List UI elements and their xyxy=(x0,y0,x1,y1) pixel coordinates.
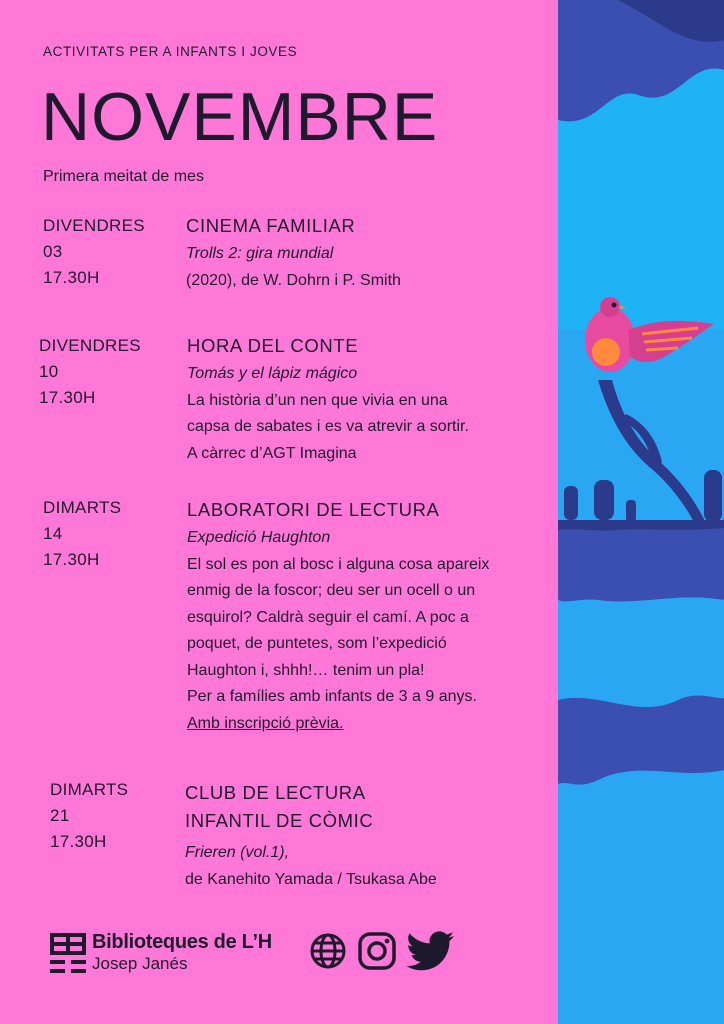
globe-icon[interactable] xyxy=(309,930,347,970)
event-heading: CINEMA FAMILIAR xyxy=(186,215,356,236)
event-date-4 xyxy=(50,777,128,855)
event-info-3 xyxy=(187,497,552,737)
library-bars-icon xyxy=(50,933,86,973)
illustration-panel xyxy=(558,0,724,1024)
event-text-line: El sol es pon al bosc i alguna cosa apareix xyxy=(187,555,490,573)
event-text-line: A càrrec d’AGT Imagina xyxy=(187,444,357,462)
event-work-title: Expedició Haughton xyxy=(187,529,331,546)
event-text-line: enmig de la foscor; deu ser un ocell o un xyxy=(187,582,476,599)
instagram-icon[interactable] xyxy=(357,930,397,970)
event-heading: INFANTIL DE CÒMIC xyxy=(185,810,374,831)
page-title: NOVEMBRE xyxy=(41,79,439,155)
library-name: Biblioteques de L’H xyxy=(92,931,272,953)
event-day: DIVENDRES xyxy=(39,336,141,355)
event-day-number: 14 xyxy=(43,524,63,543)
subtitle: Primera meitat de mes xyxy=(43,168,204,185)
event-time: 17.30H xyxy=(39,388,96,407)
event-day: DIVENDRES xyxy=(43,216,145,235)
event-work-title: Trolls 2: gira mundial xyxy=(186,245,334,262)
event-day: DIMARTS xyxy=(43,498,122,517)
event-text-line: de Kanehito Yamada / Tsukasa Abe xyxy=(185,870,437,888)
kicker: ACTIVITATS PER A INFANTS I JOVES xyxy=(43,44,298,59)
event-text-line: (2020), de W. Dohrn i P. Smith xyxy=(186,271,401,289)
event-work-title: Tomás y el lápiz mágico xyxy=(187,365,358,382)
illustration xyxy=(558,0,724,1024)
event-text-line: Per a famílies amb infants de 3 a 9 anys. xyxy=(187,688,477,705)
registration-link[interactable]: Amb inscripció prèvia. xyxy=(187,714,344,732)
event-heading: HORA DEL CONTE xyxy=(187,335,359,356)
event-time: 17.30H xyxy=(50,832,107,851)
event-day-number: 21 xyxy=(50,806,70,825)
event-date-3 xyxy=(43,495,121,573)
event-date-2 xyxy=(39,333,141,411)
event-day: DIMARTS xyxy=(50,780,129,799)
event-text-line: La història d’un nen que vivia en una xyxy=(187,391,448,409)
event-day-number: 10 xyxy=(39,362,59,381)
event-time: 17.30H xyxy=(43,268,100,287)
event-time: 17.30H xyxy=(43,550,100,569)
event-heading: LABORATORI DE LECTURA xyxy=(187,499,440,520)
event-day-number: 03 xyxy=(43,242,63,261)
event-text-line: capsa de sabates i es va atrevir a sortir. xyxy=(187,418,469,435)
event-heading: CLUB DE LECTURA xyxy=(185,782,366,803)
twitter-icon[interactable] xyxy=(406,930,456,974)
event-text-line: esquirol? Caldrà seguir el camí. A poc a xyxy=(187,608,469,626)
event-text-line: poquet, de puntetes, som l’expedició xyxy=(187,635,447,652)
event-text-line: Haughton i, shhh!… tenim un pla! xyxy=(187,661,425,679)
event-work-title: Frieren (vol.1), xyxy=(185,844,290,861)
event-date-1 xyxy=(43,213,145,291)
event-info-1 xyxy=(186,213,546,294)
event-info-2 xyxy=(187,333,547,467)
library-subname: Josep Janés xyxy=(92,954,188,973)
event-info-4 xyxy=(185,780,545,893)
